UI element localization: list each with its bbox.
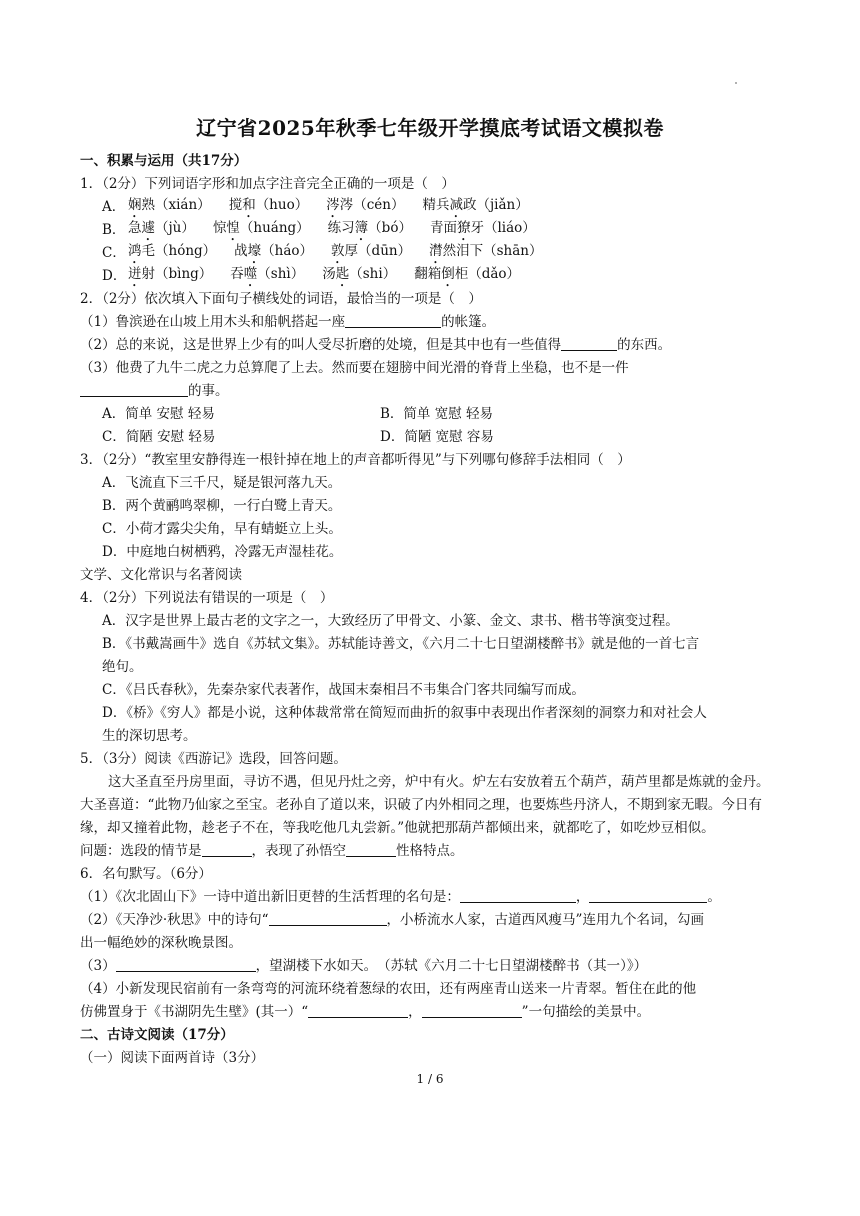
word-text: （bó） xyxy=(368,220,412,236)
question-2-sentence-2: （2）总的来说，这是世界上少有的叫人受尽折磨的处境，但是其中也有一些值得 的东西。 xyxy=(80,337,672,353)
word-text: 政（jiǎn） xyxy=(462,197,529,213)
word-text: 厚（dūn） xyxy=(344,243,412,259)
question-4-stem: 4．（2分）下列说法有错误的一项是（ ） xyxy=(80,590,334,606)
dotted-char: 噬 xyxy=(243,266,258,282)
dotted-char: 敦 xyxy=(331,243,345,259)
question-5-stem: 5．（3分）阅读《西游记》选段，回答问题。 xyxy=(80,751,347,767)
word-text: （huáng） xyxy=(239,220,310,236)
dotted-char: 鸿 xyxy=(128,243,142,259)
question-2-sentence-1: （1）鲁滨逊在山坡上用木头和船帆搭起一座 的帐篷。 xyxy=(80,314,496,330)
section-heading: 一、积累与运用（共17分） xyxy=(80,153,248,169)
option-letter: C． xyxy=(102,245,126,261)
option-c[interactable]: C．简陋 安慰 轻易 xyxy=(102,429,216,445)
option-b[interactable] xyxy=(80,219,780,242)
word-text: （shì） xyxy=(257,266,305,282)
option-word xyxy=(322,263,396,290)
dotted-char: 惶 xyxy=(226,220,240,236)
dotted-char: 遽 xyxy=(141,220,155,236)
option-c[interactable] xyxy=(80,242,780,265)
dotted-char: 涔 xyxy=(326,197,340,213)
dotted-char: 潸 xyxy=(429,243,443,259)
answer-blank[interactable] xyxy=(422,1003,522,1018)
answer-blank[interactable] xyxy=(346,842,396,857)
option-word xyxy=(414,263,520,290)
page-title: 辽宁省2025年秋季七年级开学摸底考试语文模拟卷 xyxy=(196,116,664,140)
option-b-cont: 绝句。 xyxy=(102,659,143,675)
option-letter: A． xyxy=(102,199,126,215)
dotted-char: 娴 xyxy=(128,197,142,213)
word-text: 精兵 xyxy=(422,197,450,213)
dotted-char: 獠 xyxy=(456,220,471,236)
option-c[interactable]: C．《吕氏春秋》，先秦杂家代表著作，战国末秦相吕不韦集合门客共同编写而成。 xyxy=(102,682,585,698)
question-3-stem: 3．（2分）“教室里安静得连一根针掉在地上的声音都听得见”与下列哪句修辞手法相同（ ） xyxy=(80,452,631,468)
word-text: 涔（cén） xyxy=(339,197,405,213)
exam-content xyxy=(80,150,780,1070)
answer-blank[interactable] xyxy=(345,313,441,328)
question-6-item-4-cont: 仿佛置身于《书湖阴先生壁》(其一）“ ， ”一句描绘的美景中。 xyxy=(80,1004,651,1020)
word-text: 然泪下（shān） xyxy=(442,243,543,259)
question-2-sentence-3-cont: 的事。 xyxy=(80,380,780,403)
word-text: 战 xyxy=(234,243,248,259)
answer-blank[interactable] xyxy=(269,911,387,926)
question-1-stem: 1．（2分）下列词语字形和加点字注音完全正确的一项是（ ） xyxy=(80,176,455,192)
word-text: 熟（xián） xyxy=(141,197,211,213)
question-6-item-1: （1）《次北固山下》一诗中道出新旧更替的生活哲理的名句是： ， 。 xyxy=(80,889,721,905)
question-6-stem: 6．名句默写。（6分） xyxy=(80,866,212,882)
dotted-char: 和 xyxy=(242,197,256,213)
question-2-options-row-2 xyxy=(80,426,780,449)
option-b[interactable]: B．简单 宽慰 轻易 xyxy=(380,406,494,422)
subsection-heading: 文学、文化常识与名著阅读 xyxy=(80,567,242,583)
word-text: 吞 xyxy=(230,266,244,282)
option-letter: D． xyxy=(102,268,127,284)
answer-blank[interactable] xyxy=(80,382,188,397)
answer-blank[interactable] xyxy=(202,842,252,857)
option-b[interactable]: B．两个黄鹂鸣翠柳，一行白鹭上青天。 xyxy=(102,498,342,514)
option-d[interactable]: D．《桥》《穷人》都是小说，这种体裁常常在简短而曲折的叙事中表现出作者深刻的洞察力和对社会人 xyxy=(102,705,707,721)
option-a[interactable] xyxy=(80,196,780,219)
word-text: 毛（hóng） xyxy=(141,243,217,259)
word-text: （huo） xyxy=(255,197,309,213)
word-text: 柜（dǎo） xyxy=(454,266,521,282)
word-text: 青面 xyxy=(429,220,457,236)
dotted-char: 壕 xyxy=(247,243,262,259)
answer-blank[interactable] xyxy=(308,1003,408,1018)
word-text: 射（bìng） xyxy=(141,266,213,282)
question-6-item-2: （2）《天净沙·秋思》中的诗句“ ，小桥流水人家，古道西风瘦马”连用九个名词，勾画 xyxy=(80,912,704,928)
option-d[interactable]: D．简陋 宽慰 容易 xyxy=(380,429,494,445)
section-heading: 二、古诗文阅读（17分） xyxy=(80,1027,234,1043)
question-6-item-4: （4）小新发现民宿前有一条弯弯的河流环绕着葱绿的农田，还有两座青山送来一片青翠。暂住在此的他 xyxy=(80,981,697,997)
option-a[interactable]: A．简单 安慰 轻易 xyxy=(102,406,215,422)
option-word xyxy=(128,263,212,290)
word-text: （shi） xyxy=(349,266,397,282)
word-text: （háo） xyxy=(261,243,314,259)
dotted-char: 减 xyxy=(449,197,463,213)
answer-blank[interactable] xyxy=(589,888,707,903)
dotted-char: 迸 xyxy=(128,266,142,282)
option-word xyxy=(230,263,304,290)
option-letter: B． xyxy=(102,222,126,238)
question-2-options-row-1 xyxy=(80,403,780,426)
answer-blank[interactable] xyxy=(561,336,617,351)
dotted-char: 匙 xyxy=(335,266,350,282)
option-d[interactable]: D．中庭地白树栖鸦，冷露无声湿桂花。 xyxy=(102,544,343,560)
question-2-sentence-3: （3）他费了九牛二虎之力总算爬了上去。然而要在翅膀中间光滑的脊背上坐稳，也不是一件 xyxy=(80,360,629,376)
subsection-heading: （一）阅读下面两首诗（3分） xyxy=(80,1050,265,1066)
option-d-cont: 生的深切思考。 xyxy=(102,728,197,744)
question-6-item-2-cont: 出一幅绝妙的深秋晚景图。 xyxy=(80,935,242,951)
word-text: 急 xyxy=(128,220,142,236)
word-text: 搅 xyxy=(228,197,243,213)
option-a[interactable]: A．汉字是世界上最古老的文字之一，大致经历了甲骨文、小篆、金文、隶书、楷书等演变过程。 xyxy=(102,613,679,629)
word-text: 惊 xyxy=(212,220,227,236)
word-text: 汤 xyxy=(322,266,336,282)
question-1-options xyxy=(80,196,780,288)
dotted-char: 簿 xyxy=(354,220,369,236)
option-b[interactable]: B．《书戴嵩画牛》选自《苏轼文集》。苏轼能诗善文，《六月二十七日望湖楼醉书》就是他的一首七言 xyxy=(102,636,700,652)
scan-dot xyxy=(735,82,737,84)
dotted-char: 倒 xyxy=(441,266,455,282)
reading-passage: 这大圣直至丹房里面，寻访不遇，但见丹灶之旁，炉中有火。炉左右安放着五个葫芦，葫芦里都是炼就的金丹。大圣喜道：“此物乃仙家之至宝。老孙自了道以来，识破了内外相同之理，也要炼些丹济人，不期到家无暇。今日有缘，却又撞着此物，趁老子不在，等我吃他几丸尝新。”他就把那葫芦都倾出来，就都吃了，如吃炒豆相似。 xyxy=(80,774,770,836)
option-c[interactable]: C．小荷才露尖尖角，早有蜻蜓立上头。 xyxy=(102,521,342,537)
page-number: 1 / 6 xyxy=(416,1072,444,1086)
option-d[interactable] xyxy=(80,265,780,288)
answer-blank[interactable] xyxy=(116,957,256,972)
question-6-item-3: （3） ，望湖楼下水如天。 （苏轼《六月二十七日望湖楼醉书（其一）》） xyxy=(80,958,648,974)
answer-blank[interactable] xyxy=(460,888,576,903)
word-text: 练习 xyxy=(327,220,355,236)
option-a[interactable]: A．飞流直下三千尺，疑是银河落九天。 xyxy=(102,475,342,491)
question-2-stem: 2．（2分）依次填入下面句子横线处的词语，最恰当的一项是（ ） xyxy=(80,291,482,307)
word-text: 牙（liáo） xyxy=(470,220,536,236)
word-text: 翻箱 xyxy=(414,266,442,282)
question-5-prompt: 问题：选段的情节是 ，表现了孙悟空 性格特点。 xyxy=(80,843,464,859)
word-text: （jù） xyxy=(155,220,195,236)
